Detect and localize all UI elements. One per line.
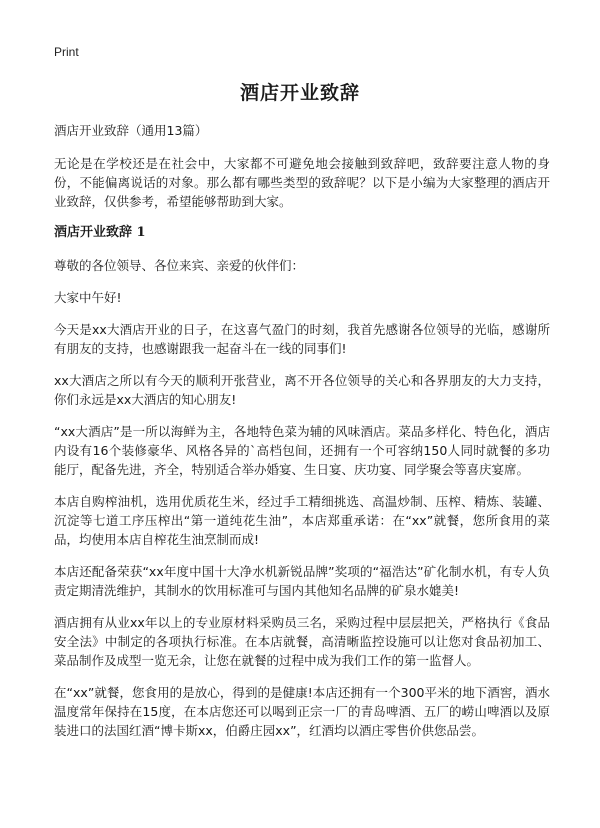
paragraph: 尊敬的各位领导、各位来宾、亲爱的伙伴们：	[54, 258, 305, 273]
page-title: 酒店开业致辞	[239, 82, 360, 104]
paragraph: 酒店拥有从业xx年以上的专业原材料采购员三名，采购过程中层层把关，严格执行《食品安全法》中制定的各项执行标准。在本店就餐，高清晰监控设施可以让您对食品初加工、菜品制作及成型一览无余，让您在就餐的过程中成为我们工作的第一监督人。	[54, 615, 550, 668]
paragraph: “xx大酒店”是一所以海鲜为主，各地特色菜为辅的风味酒店。菜品多样化、特色化，酒店内设有16个装修豪华、风格各异的`高档包间，还拥有一个可容纳150人同时就餐的多功能厅，配备先进，齐全，特别适合举办婚宴、生日宴、庆功宴、同学聚会等喜庆宴席。	[54, 424, 550, 477]
paragraph: 大家中午好!	[54, 290, 122, 305]
paragraph: 本店还配备荣获“xx年度中国十大净水机新锐品牌”奖项的“福浩达”矿化制水机，有专人负责定期清洗维护，其制水的饮用标准可与国内其他知名品牌的矿泉水媲美!	[54, 564, 550, 598]
print-link[interactable]: Print	[54, 45, 79, 59]
paragraph: 在“xx”就餐，您食用的是放心，得到的是健康!本店还拥有一个300平米的地下酒窖，酒水温度常年保持在15度，在本店您还可以喝到正宗一厂的青岛啤酒、五厂的崂山啤酒以及原装进口的法国红酒“博卡斯xx，伯爵庄园xx”，红酒均以酒庄零售价供您品尝。	[54, 685, 550, 738]
paragraph: xx大酒店之所以有今天的顺利开张营业，离不开各位领导的关心和各界朋友的大力支持，你们永远是xx大酒店的知心朋友!	[54, 373, 550, 407]
article-body	[54, 122, 550, 753]
intro-paragraph: 无论是在学校还是在社会中，大家都不可避免地会接触到致辞吧，致辞要注意人物的身份，不能偏离说话的对象。那么都有哪些类型的致辞呢？以下是小编为大家整理的酒店开业致辞，仅供参考，希望能够帮助到大家。	[54, 156, 550, 209]
document-subtitle: 酒店开业致辞（通用13篇）	[54, 123, 208, 138]
paragraph: 今天是xx大酒店开业的日子，在这喜气盈门的时刻，我首先感谢各位领导的光临，感谢所有朋友的支持，也感谢跟我一起奋斗在一线的同事们!	[54, 322, 550, 356]
paragraph: 本店自购榨油机，选用优质花生米，经过手工精细挑选、高温炒制、压榨、精炼、装罐、沉淀等七道工序压榨出“第一道纯花生油”，本店郑重承诺：在“xx”就餐，您所食用的菜品，均使用本店自榨花生油烹制而成!	[54, 494, 550, 547]
section-heading: 酒店开业致辞 1	[54, 225, 146, 240]
